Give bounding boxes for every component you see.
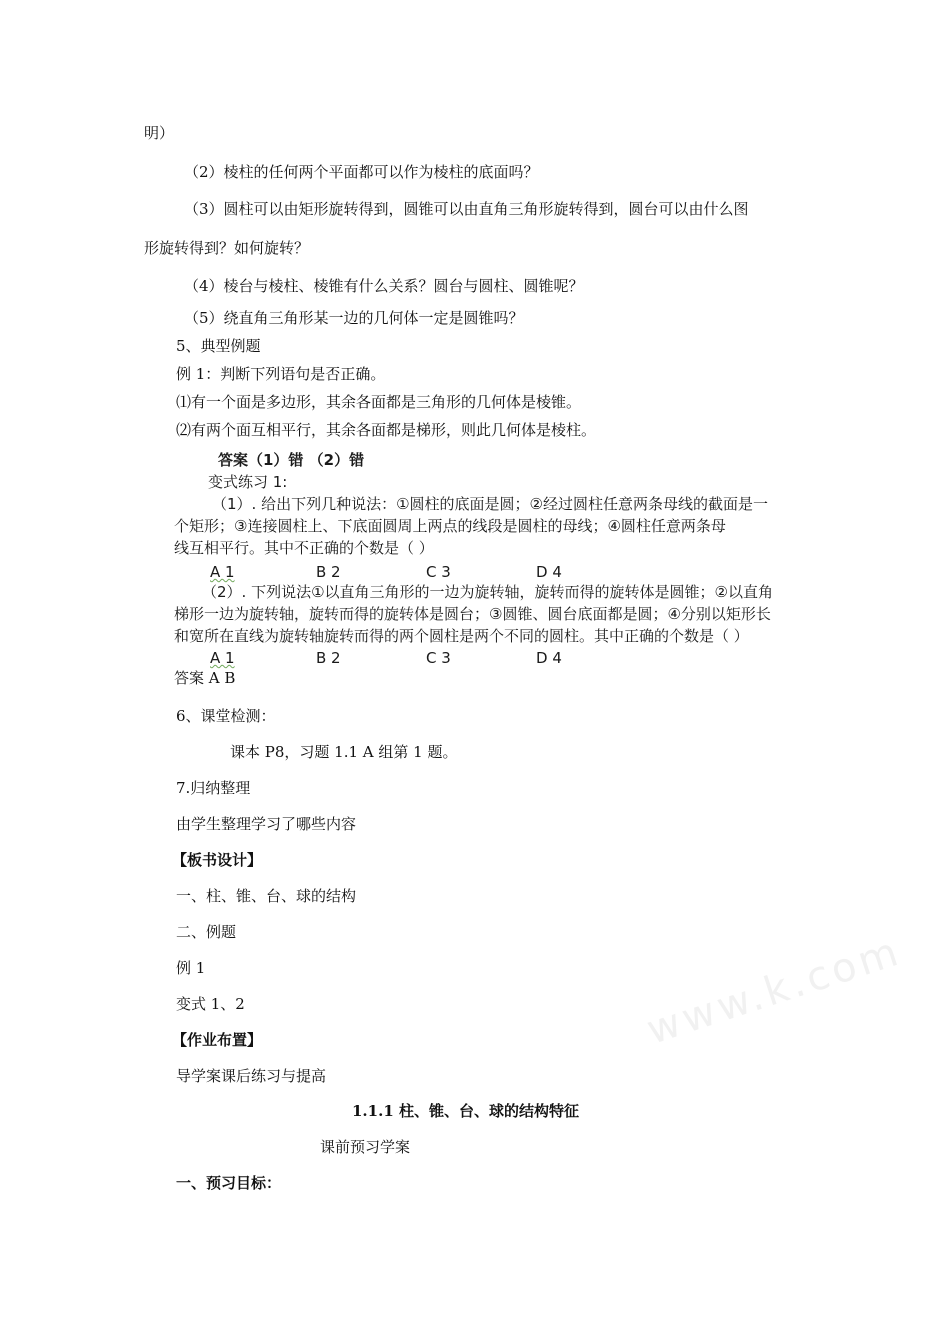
- example-title: 例 1：判断下列语句是否正确。: [176, 365, 386, 383]
- section-heading: 6、课堂检测：: [176, 707, 276, 725]
- option-a: A 1: [210, 563, 235, 581]
- text-line: （3）圆柱可以由矩形旋转得到，圆锥可以由直角三角形旋转得到，圆台可以由什么图: [184, 200, 749, 218]
- text-line: 二、例题: [176, 923, 237, 941]
- text-line: ⑴有一个面是多边形，其余各面都是三角形的几何体是棱锥。: [176, 393, 582, 411]
- text-line: 课本 P8，习题 1.1 A 组第 1 题。: [230, 743, 458, 761]
- lesson-title: 1.1.1 柱、锥、台、球的结构特征: [352, 1102, 579, 1120]
- text-line: 例 1: [176, 959, 206, 977]
- question-2-line: （2）. 下列说法①以直角三角形的一边为旋转轴，旋转而得的旋转体是圆锥；②以直角: [202, 583, 773, 601]
- text-line: 导学案课后练习与提高: [176, 1067, 327, 1085]
- board-design-heading: 【板书设计】: [172, 851, 263, 869]
- answer-text: 答案 A B: [174, 669, 236, 687]
- text-line: （4）棱台与棱柱、棱锥有什么关系？圆台与圆柱、圆锥呢？: [184, 277, 584, 295]
- text-line: 一、柱、锥、台、球的结构: [176, 887, 357, 905]
- section-heading: 7.归纳整理: [176, 779, 251, 797]
- text-line: 由学生整理学习了哪些内容: [176, 815, 357, 833]
- variant-title: 变式练习 1:: [208, 473, 288, 491]
- text-line: ⑵有两个面互相平行，其余各面都是梯形，则此几何体是棱柱。: [176, 421, 597, 439]
- option-d: D 4: [536, 563, 562, 581]
- question-1-line: （1）. 给出下列几种说法：①圆柱的底面是圆；②经过圆柱任意两条母线的截面是一: [212, 495, 768, 513]
- option-b: B 2: [316, 649, 341, 667]
- question-2-line: 梯形一边为旋转轴，旋转而得的旋转体是圆台；③圆锥、圆台底面都是圆；④分别以矩形长: [174, 605, 771, 623]
- text-line: 明）: [144, 124, 175, 142]
- option-c: C 3: [426, 563, 451, 581]
- text-line: （5）绕直角三角形某一边的几何体一定是圆锥吗？: [184, 309, 524, 327]
- option-c: C 3: [426, 649, 451, 667]
- answer-line: 答案（1）错 （2）错: [218, 451, 365, 469]
- text-line: （2）棱柱的任何两个平面都可以作为棱柱的底面吗？: [184, 163, 539, 181]
- text-line: 形旋转得到？如何旋转？: [144, 239, 310, 257]
- question-1-line: 个矩形；③连接圆柱上、下底面圆周上两点的线段是圆柱的母线；④圆柱任意两条母: [174, 517, 726, 535]
- watermark: www.k.com: [641, 928, 908, 1054]
- homework-heading: 【作业布置】: [172, 1031, 263, 1049]
- option-b: B 2: [316, 563, 341, 581]
- section-heading: 5、典型例题: [176, 337, 261, 355]
- question-2-line: 和宽所在直线为旋转轴旋转而得的两个圆柱是两个不同的圆柱。其中正确的个数是（ ）: [174, 627, 749, 645]
- option-a: A 1: [210, 649, 235, 667]
- preview-goals-heading: 一、预习目标：: [176, 1174, 282, 1192]
- text-line: 变式 1、2: [176, 995, 245, 1013]
- option-d: D 4: [536, 649, 562, 667]
- question-1-line: 线互相平行。其中不正确的个数是（ ）: [174, 539, 434, 557]
- subtitle: 课前预习学案: [320, 1138, 411, 1156]
